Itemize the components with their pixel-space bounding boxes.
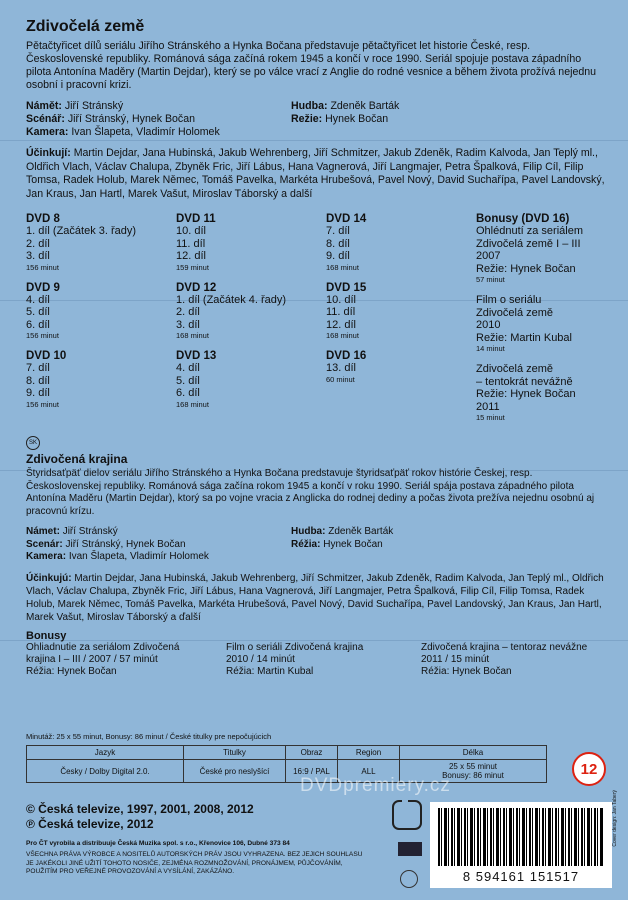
crew-label: Námět: xyxy=(26,100,62,112)
dvd-block xyxy=(26,350,176,409)
bonus-line: Zdivočelá země I – III xyxy=(476,237,581,250)
bonus-line: 2007 xyxy=(476,250,501,262)
ct-logo-icon xyxy=(392,800,422,830)
dvd-title: DVD 9 xyxy=(26,281,60,294)
dvd-title: DVD 10 xyxy=(26,350,67,362)
fine-print: Pro ČT vyrobila a distribuuje Česká Muzika spol. s r.o., Křenovice 106, Dubné 373 84 VŠECHNA PRÁVA VÝROBCE A NOSITELŮ AUTORSKÝCH PRÁV JSOU VYHRAZENA. BEZ JEJICH SOUHLASU JE JAKÉKOLI JINÉ UŽITÍ TOHOTO NOSIČE, ZEJMÉNA ROZMNOŽOVÁNÍ, PRONÁJMEM, PŮJČOVÁNÍM, POUŽITÍM PRO VEŘEJNÉ PROVOZOVÁNÍ A VYSÍLÁNÍ, ZAKÁZÁNO. xyxy=(26,840,363,875)
sk-crew xyxy=(26,526,606,564)
episode: 8. díl xyxy=(26,374,50,387)
bonus-runtime: 14 minut xyxy=(476,344,505,353)
crew-value: Ivan Šlapeta, Vladimír Holomek xyxy=(71,126,220,138)
bonus-line: Ohlédnutí za seriálem xyxy=(476,225,583,237)
bonus-line: 2011 xyxy=(476,400,500,413)
crew-value: Jiří Stránský xyxy=(62,526,118,537)
crew-value: Jiří Stránský, Hynek Bočan xyxy=(65,538,186,550)
disc-logo-icon xyxy=(400,870,418,888)
runtime: 159 minut xyxy=(176,262,209,272)
episode: 3. díl xyxy=(176,318,200,331)
bonus-line: 2010 xyxy=(476,319,501,331)
dvd-block xyxy=(176,282,326,341)
bonus-cell: Réžia: Hynek Bočan xyxy=(26,665,117,677)
dvd-title: DVD 14 xyxy=(326,213,367,225)
crew-label: Kamera: xyxy=(26,126,69,138)
episode: 9. díl xyxy=(26,387,50,399)
spec-table: Jazyk Titulky Obraz Region Délka Česky / Dolby Digital 2.0. České pro neslyšící 16:9 / PAL ALL 25 x 55 minut Bonusy: 86 minut xyxy=(26,745,547,783)
bonus-cell: Film o seriáli Zdivočená krajina xyxy=(226,641,364,653)
sk-badge: SK xyxy=(26,436,40,450)
dvd-block xyxy=(326,350,476,384)
bonus-line: Režie: Martin Kubal xyxy=(476,331,572,344)
bonus-runtime: 57 minut xyxy=(476,275,505,284)
bonus-title: Bonusy (DVD 16) xyxy=(476,213,570,225)
sk-bonus: Bonusy Ohliadnutie za seriálom Zdivočená Film o seriáli Zdivočená krajina Zdivočená krajina – tentoraz nevážne krajina I – III / 2007 / 57 minút 2010 / 14 minút 2011 / 15 minút Réžia: Hynek Bočan Réžia: Martin Kubal Réžia: Hynek Bočan xyxy=(26,630,606,678)
dvd-column xyxy=(26,213,176,432)
runtime-note: Minutáž: 25 x 55 minut, Bonusy: 86 minut / České titulky pre nepočujúcich xyxy=(26,732,272,741)
bonus-column xyxy=(476,213,606,432)
crew-entry xyxy=(291,526,606,539)
bonus-cell: krajina I – III / 2007 / 57 minút xyxy=(26,653,158,665)
episode: 7. díl xyxy=(26,362,50,374)
crew-value: Hynek Bočan xyxy=(325,113,389,125)
sk-intro: Štyridsaťpäť dielov seriálu Jiřího Stránského a Hynka Bočana predstavuje štyridsaťpäť rokov histórie Českej, resp. Československej republiky. Románová sága začína rokom 1945 a končí v roku 1990. Seriál spája postava západného pilota Antonína Maděru (Martin Dejdar), ktorý sa po vojne vracia z Anglicka do rodnej dediny a počas života prežíva nejednu osobnú aj pracovnú krízu. xyxy=(26,468,595,517)
crew-label: Námet: xyxy=(26,526,60,537)
bonus-cell: Ohliadnutie za seriálom Zdivočená xyxy=(26,641,180,653)
dvd-column xyxy=(176,213,326,432)
dvd-grid xyxy=(26,213,606,432)
crew-value: Jiří Stránský xyxy=(64,100,124,112)
crew-value: Ivan Šlapeta, Vladimír Holomek xyxy=(68,551,209,562)
crew-entry xyxy=(291,551,606,564)
cz-intro: Pětačtyřicet dílů seriálu Jiřího Stránského a Hynka Bočana představuje pětačtyřicet let historie České, resp. Československé republiky. Románová sága začíná rokem 1945 a končí v roce 1990. Seriál spojuje postava západního pilota Antonína Maděry (Martin Dejdar), který se po válce vrací z Anglie do rodné vesnice a během života prožívá nejednu osobní i pracovní krizi. xyxy=(26,40,597,91)
cz-title: Zdivočelá země xyxy=(26,18,145,35)
dvd-block xyxy=(26,282,176,341)
dvd-block xyxy=(26,213,176,272)
dvd-title: DVD 12 xyxy=(176,281,217,294)
runtime: 156 minut xyxy=(26,399,59,409)
crew-label: Scénář: xyxy=(26,113,65,125)
episode: 6. díl xyxy=(176,387,200,399)
runtime: 168 minut xyxy=(176,331,209,340)
dvd-title: DVD 16 xyxy=(326,350,367,362)
dvd-title: DVD 15 xyxy=(326,281,367,294)
bonus-row xyxy=(26,666,606,678)
crew-entry xyxy=(26,551,291,564)
crew-entry xyxy=(26,126,291,139)
cover-design-credit: Cover design: Jan Taberý xyxy=(612,790,618,847)
episode: 12. díl xyxy=(176,250,206,262)
dvd-block xyxy=(326,282,476,341)
runtime: 168 minut xyxy=(176,399,209,409)
episode: 11. díl xyxy=(176,237,206,250)
crew-entry xyxy=(291,126,606,139)
cz-crew xyxy=(26,100,606,139)
episode: 3. díl xyxy=(26,250,50,262)
bonus-cell: Réžia: Hynek Bočan xyxy=(421,665,512,677)
episode: 9. díl xyxy=(326,250,350,262)
runtime: 156 minut xyxy=(26,262,59,272)
barcode-icon xyxy=(438,808,604,866)
bonus-line: Režie: Hynek Bočan xyxy=(476,388,576,400)
crew-value: Zdeněk Barták xyxy=(328,526,394,537)
episode: 10. díl xyxy=(326,293,356,306)
dvd-title: DVD 11 xyxy=(176,213,216,225)
episode: 1. díl (Začátek 3. řady) xyxy=(26,225,137,237)
runtime: 156 minut xyxy=(26,331,59,340)
dvd-column xyxy=(326,213,476,432)
episode: 13. díl xyxy=(326,362,356,374)
cz-cast: Účinkují: Martin Dejdar, Jana Hubinská, Jakub Wehrenberg, Jiří Schmitzer, Jakub Zdeněk, Radim Kalvoda, Jan Teplý ml., Oldřich Vlach, Václav Chalupa, Zbyněk Fric, Jiří Lábus, Hana Vagnerová, Jiří Langmajer, Petra Špalková, Filip Cíl, Filip Tomsa, Radek Holub, Marek Němec, Tomáš Pavelka, Markéta Hrubešová, Pavel Nový, David Suchařípa, Pavel Landovský, Jan Kraus, Jan Hartl, Marek Vašut, Miroslav Táborský a další xyxy=(26,147,605,200)
crew-entry xyxy=(26,539,291,552)
sk-cast: Účinkujú: Martin Dejdar, Jana Hubinská, Jakub Wehrenberg, Jiří Schmitzer, Jakub Zdeněk, Radim Kalvoda, Jan Teplý ml., Oldřich Vlach, Václav Chalupa, Zbyněk Fric, Jiří Lábus, Hana Vagnerová, Jiří Langmajer, Petra Špalková, Filip Cíl, Filip Tomsa, Radek Holub, Marek Němec, Tomáš Pavelka, Markéta Hrubešová, Pavel Nový, David Suchařípa, Pavel Landovský, Jan Kraus, Jan Hartl, Marek Vašut, Miroslav Táborský a ďalší xyxy=(26,572,604,623)
runtime: 168 minut xyxy=(326,262,359,272)
bonus-line: Zdivočelá země xyxy=(476,363,554,375)
dvd-title: DVD 13 xyxy=(176,350,217,362)
episode: 2. díl xyxy=(26,237,50,250)
episode: 10. díl xyxy=(176,225,206,237)
episode: 4. díl xyxy=(176,362,200,374)
episode: 12. díl xyxy=(326,318,356,331)
bonus-line: Zdivočelá země xyxy=(476,306,554,319)
crew-entry xyxy=(26,113,291,126)
dvd-block xyxy=(176,350,326,409)
episode: 5. díl xyxy=(176,374,200,387)
bonus-cell: Réžia: Martin Kubal xyxy=(226,665,314,677)
runtime: 60 minut xyxy=(326,374,355,384)
sk-title: Zdivočená krajina xyxy=(26,452,128,466)
episode: 2. díl xyxy=(176,306,200,318)
runtime: 168 minut xyxy=(326,331,359,340)
crew-entry xyxy=(291,539,606,552)
crew-label: Hudba: xyxy=(291,526,326,537)
episode: 1. díl (Začátek 4. řady) xyxy=(176,293,287,306)
dvd-block xyxy=(326,213,476,272)
bonus-row xyxy=(26,654,606,666)
age-rating-badge: 12 xyxy=(572,752,606,786)
cz-section xyxy=(26,18,606,678)
crew-label: Scenár: xyxy=(26,538,63,550)
crew-label: Hudba: xyxy=(291,100,328,112)
crew-entry xyxy=(291,100,606,113)
barcode: 8 594161 151517 xyxy=(430,802,612,888)
episode: 8. díl xyxy=(326,237,350,250)
bonus-line: – tentokrát nevážně xyxy=(476,375,573,388)
crew-label: Kamera: xyxy=(26,551,67,562)
episode: 7. díl xyxy=(326,225,350,237)
crew-value: Jiří Stránský, Hynek Bočan xyxy=(67,113,195,125)
bonus-runtime: 15 minut xyxy=(476,413,505,422)
publisher-logo-icon xyxy=(398,842,422,856)
episode: 5. díl xyxy=(26,306,50,318)
copyright: © Česká televize, 1997, 2001, 2008, 2012 ℗ Česká televize, 2012 xyxy=(26,802,254,831)
crew-value: Zdeněk Barták xyxy=(330,100,400,112)
bonus-cell: Zdivočená krajina – tentoraz nevážne xyxy=(421,641,588,653)
watermark: DVDpremiery.cz xyxy=(300,775,451,796)
crew-entry xyxy=(26,526,291,539)
bonus-cell: 2011 / 15 minút xyxy=(421,653,490,665)
bonus-cell: 2010 / 14 minút xyxy=(226,653,295,665)
episode: 4. díl xyxy=(26,293,50,306)
dvd-title: DVD 8 xyxy=(26,213,60,225)
bonus-line: Film o seriálu xyxy=(476,294,542,306)
dvd-block xyxy=(176,213,326,272)
crew-value: Hynek Bočan xyxy=(323,538,383,550)
episode: 6. díl xyxy=(26,318,50,331)
bonus-line: Režie: Hynek Bočan xyxy=(476,262,576,275)
crew-entry xyxy=(26,100,291,113)
crew-label: Réžia: xyxy=(291,538,321,550)
episode: 11. díl xyxy=(326,306,356,318)
bonus-row xyxy=(26,642,606,654)
crew-label: Režie: xyxy=(291,113,323,125)
crew-entry xyxy=(291,113,606,126)
